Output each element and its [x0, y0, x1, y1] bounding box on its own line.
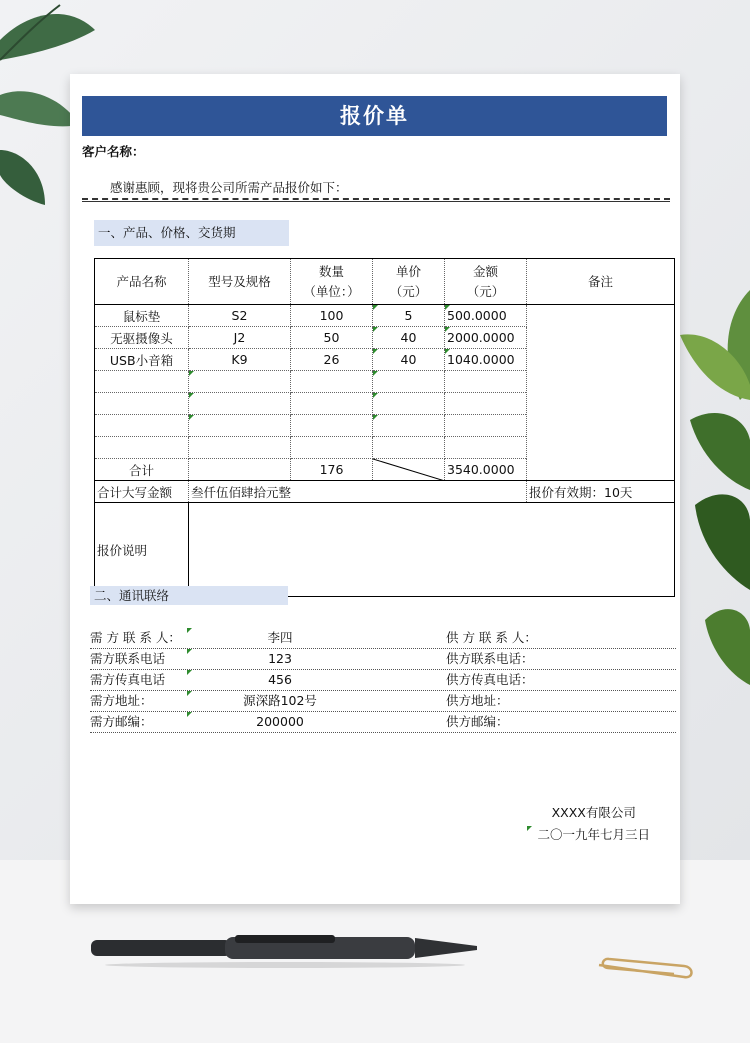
supplier-label: 供 方 联 系 人：	[446, 630, 537, 645]
header-product-name: 产品名称	[95, 259, 189, 305]
cell-marker-icon	[373, 349, 378, 354]
buyer-value: 200000	[256, 714, 304, 729]
cell-amount	[445, 349, 527, 371]
cell-marker-icon	[187, 670, 192, 675]
cell-name: 鼠标垫	[95, 305, 189, 327]
total-label: 合计	[95, 459, 189, 481]
divider	[82, 201, 670, 202]
cell-name: USB小音箱	[95, 349, 189, 371]
section-contacts-heading: 二、通讯联络	[90, 586, 288, 605]
supplier-label: 供方传真电话：	[446, 672, 534, 687]
contact-row	[90, 649, 676, 670]
supplier-label: 供方邮编：	[446, 714, 509, 729]
contact-row	[90, 691, 676, 712]
header-amount-line1: 金额	[472, 263, 498, 279]
header-price-line2: （元）	[389, 283, 428, 299]
header-amount-line2: （元）	[466, 283, 505, 299]
page-title: 报价单	[82, 96, 667, 136]
cell-marker-icon	[187, 712, 192, 717]
buyer-value: 李四	[267, 630, 293, 645]
buyer-label: 需方地址：	[90, 693, 153, 708]
note-cell	[527, 305, 675, 481]
cell-price-value: 40	[400, 330, 417, 345]
header-quantity	[291, 259, 373, 305]
pen-decoration	[85, 925, 485, 970]
capital-amount-label: 合计大写金额	[95, 481, 189, 503]
customer-name-label: 客户名称：	[82, 144, 145, 159]
supplier-label: 供方地址：	[446, 693, 509, 708]
cell-marker-icon	[187, 649, 192, 654]
quotation-sheet	[70, 74, 680, 904]
buyer-value: 456	[268, 672, 292, 687]
supplier-label: 供方联系电话：	[446, 651, 534, 666]
cell-amount	[445, 327, 527, 349]
plant-right-decoration	[670, 290, 750, 690]
header-unit-price	[373, 259, 445, 305]
capital-amount-row	[95, 481, 675, 503]
cell-marker-icon	[445, 349, 450, 354]
buyer-label: 需方邮编：	[90, 714, 153, 729]
total-amount: 3540.0000	[445, 459, 527, 481]
cell-price	[373, 327, 445, 349]
header-quantity-line1: 数量	[318, 263, 344, 279]
contact-row	[90, 628, 676, 649]
divider	[82, 198, 670, 200]
buyer-label: 需方传真电话	[90, 672, 166, 687]
quotation-table	[94, 258, 675, 597]
contact-row	[90, 670, 676, 691]
paper-clip-decoration	[594, 955, 704, 985]
validity-period: 报价有效期：10天	[527, 481, 675, 503]
company-name: XXXX有限公司	[551, 805, 636, 820]
cell-marker-icon	[527, 826, 532, 831]
buyer-label: 需方联系电话	[90, 651, 166, 666]
cell-marker-icon	[373, 305, 378, 310]
remark-label: 报价说明	[95, 503, 189, 597]
buyer-value: 123	[268, 651, 292, 666]
buyer-label: 需 方 联 系 人：	[90, 630, 181, 645]
cell-amount-value: 2000.0000	[447, 330, 515, 345]
issue-date: 二〇一九年七月三日	[537, 827, 650, 842]
cell-price	[373, 349, 445, 371]
header-model: 型号及规格	[189, 259, 291, 305]
header-note: 备注	[527, 259, 675, 305]
intro-text: 感谢惠顾，现将贵公司所需产品报价如下：	[110, 180, 348, 195]
cell-marker-icon	[445, 305, 450, 310]
capital-amount-value: 叁仟伍佰肆拾元整	[189, 481, 527, 503]
buyer-value: 源深路102号	[243, 693, 317, 708]
cell-amount	[445, 305, 527, 327]
cell-qty: 100	[291, 305, 373, 327]
cell-marker-icon	[187, 628, 192, 633]
cell-amount-value: 500.0000	[447, 308, 507, 323]
cell-price-value: 40	[400, 352, 417, 367]
table-row	[95, 305, 675, 327]
cell-model: J2	[189, 327, 291, 349]
cell-model: S2	[189, 305, 291, 327]
remark-row	[95, 503, 675, 597]
cell-qty: 50	[291, 327, 373, 349]
total-price-slash	[373, 459, 445, 481]
cell-marker-icon	[373, 327, 378, 332]
header-quantity-line2: （单位：）	[303, 283, 360, 299]
cell-price	[373, 305, 445, 327]
cell-amount-value: 1040.0000	[447, 352, 515, 367]
cell-model: K9	[189, 349, 291, 371]
cell-qty: 26	[291, 349, 373, 371]
total-quantity: 176	[291, 459, 373, 481]
cell-marker-icon	[187, 691, 192, 696]
header-amount	[445, 259, 527, 305]
contact-row	[90, 712, 676, 733]
remark-content	[189, 503, 675, 597]
signature-date-line	[537, 824, 650, 846]
cell-name: 无驱摄像头	[95, 327, 189, 349]
section-products-heading: 一、产品、价格、交货期	[94, 220, 289, 246]
contacts-list	[90, 628, 676, 733]
cell-marker-icon	[445, 327, 450, 332]
cell-price-value: 5	[404, 308, 413, 323]
header-price-line1: 单价	[395, 263, 421, 279]
company-signature	[537, 802, 650, 846]
